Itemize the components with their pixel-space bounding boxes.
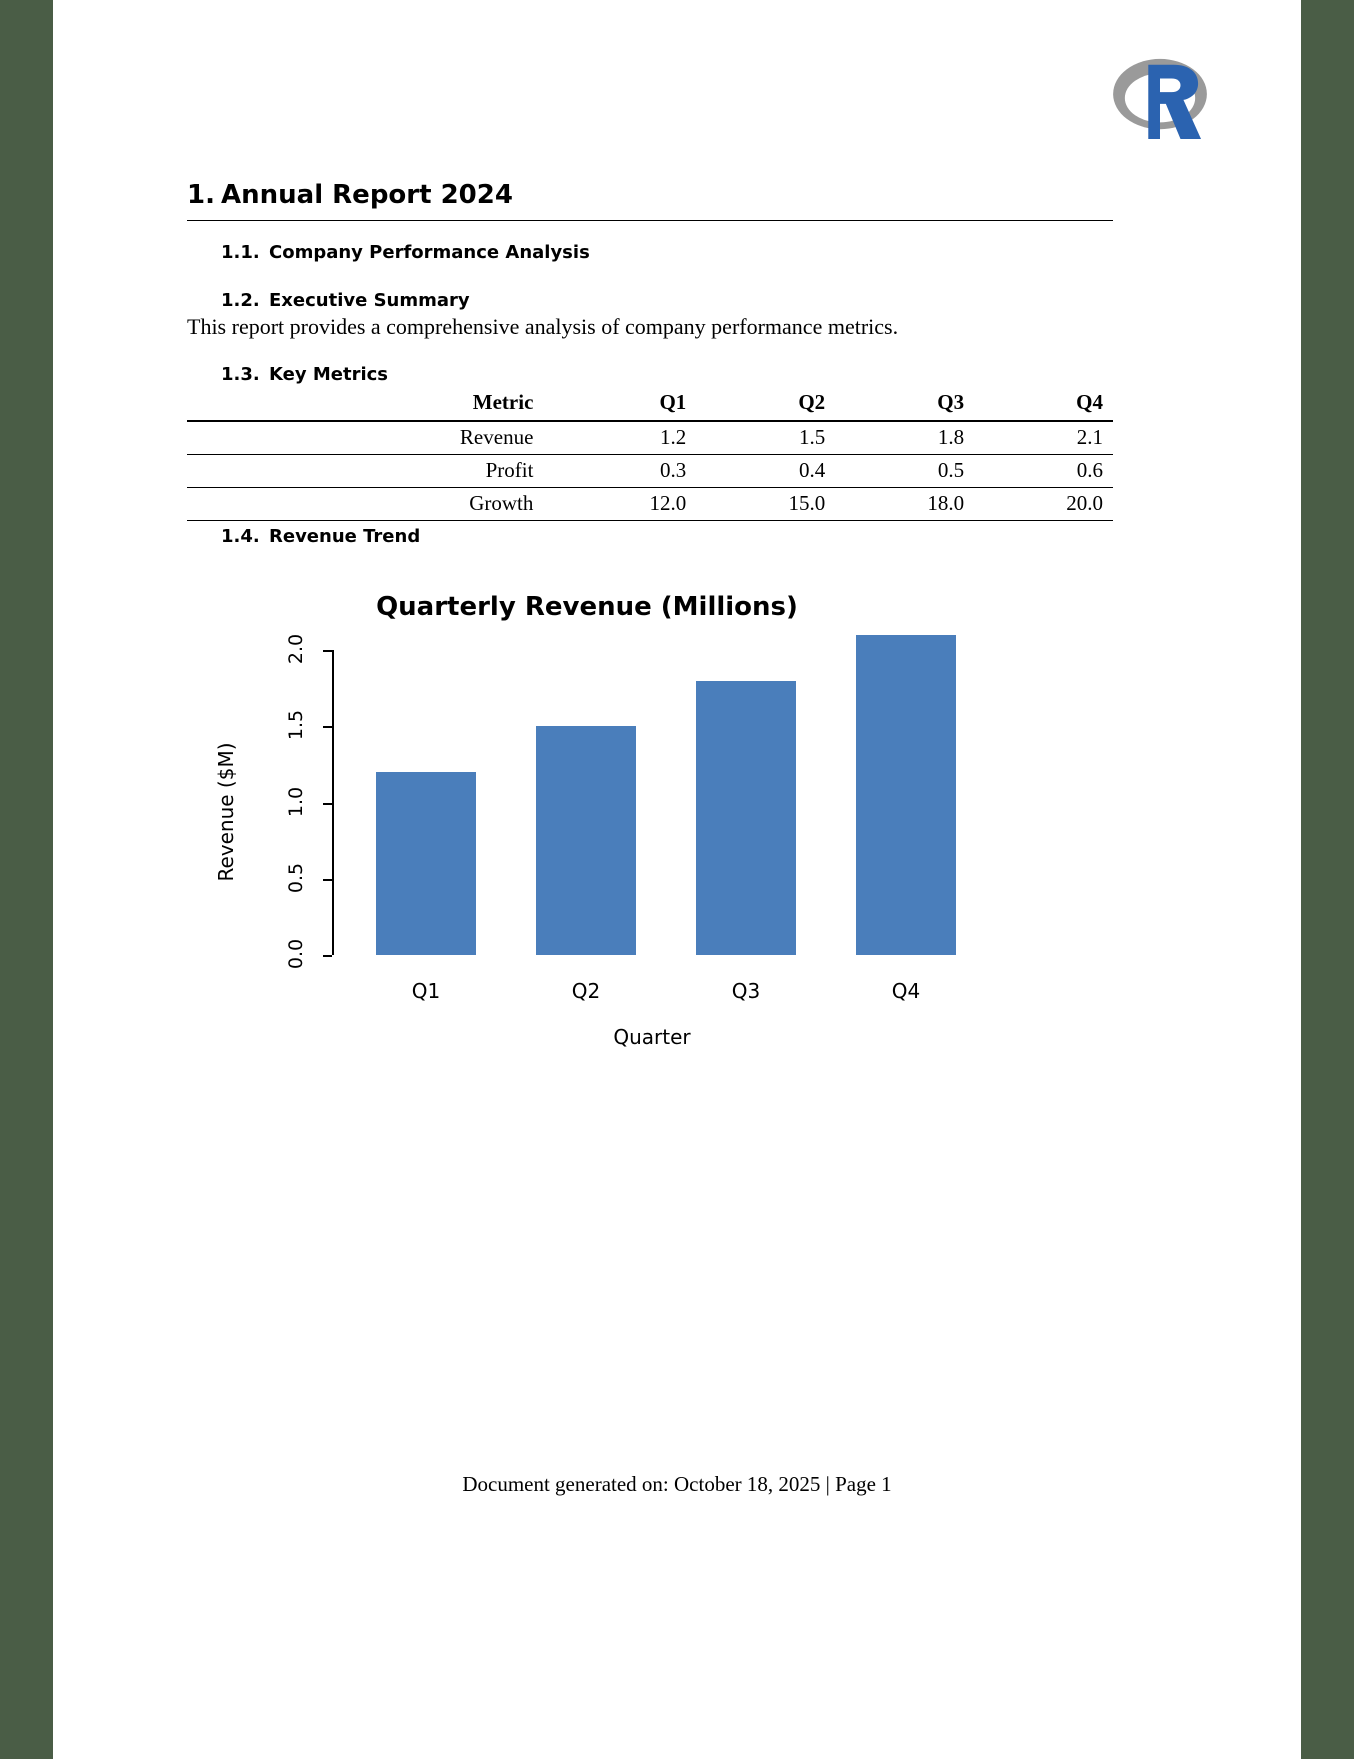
section-label: Company Performance Analysis bbox=[269, 242, 590, 263]
chart-title: Quarterly Revenue (Millions) bbox=[376, 592, 798, 622]
chart-y-tick-label: 0.0 bbox=[285, 938, 307, 970]
chart-y-axis bbox=[332, 650, 334, 955]
key-metrics-table bbox=[187, 387, 1113, 521]
chart-bar bbox=[856, 635, 955, 955]
section-number: 1.4. bbox=[221, 526, 260, 547]
chart-x-tick-label: Q3 bbox=[731, 979, 761, 1003]
table-header-q2: Q2 bbox=[696, 387, 835, 421]
cell-q3: 0.5 bbox=[835, 455, 974, 488]
chart-y-tick-label: 2.0 bbox=[285, 634, 307, 665]
cell-metric: Revenue bbox=[187, 421, 557, 455]
chart-x-axis-label: Quarter bbox=[613, 1025, 691, 1049]
table-header-q3: Q3 bbox=[835, 387, 974, 421]
chart-x-tick-label: Q4 bbox=[891, 979, 921, 1003]
r-language-logo-icon bbox=[1111, 55, 1209, 139]
page-title-number: 1. bbox=[187, 180, 215, 210]
chart-bar bbox=[696, 681, 795, 955]
chart-y-axis-label: Revenue ($M) bbox=[214, 742, 238, 882]
chart-x-tick-label: Q2 bbox=[571, 979, 601, 1003]
chart-bar bbox=[536, 726, 635, 955]
section-number: 1.1. bbox=[221, 242, 260, 263]
section-label: Key Metrics bbox=[269, 364, 388, 385]
section-label: Revenue Trend bbox=[269, 526, 421, 547]
chart-x-tick-label: Q1 bbox=[411, 979, 441, 1003]
page-footer: Document generated on: October 18, 2025 | Page 1 bbox=[462, 1472, 892, 1496]
cell-q4: 0.6 bbox=[974, 455, 1113, 488]
cell-q2: 0.4 bbox=[696, 455, 835, 488]
table-row bbox=[187, 421, 1113, 455]
section-heading-revenue-trend bbox=[221, 526, 420, 547]
page-content bbox=[53, 0, 1301, 1759]
section-number: 1.2. bbox=[221, 290, 260, 311]
cell-q1: 0.3 bbox=[557, 455, 696, 488]
cell-q1: 12.0 bbox=[557, 488, 696, 521]
chart-y-tick bbox=[323, 803, 332, 805]
document-page bbox=[53, 0, 1301, 1759]
chart-y-tick bbox=[323, 650, 332, 652]
cell-metric: Growth bbox=[187, 488, 557, 521]
section-heading-company-performance bbox=[221, 242, 590, 263]
cell-q3: 1.8 bbox=[835, 421, 974, 455]
cell-q4: 20.0 bbox=[974, 488, 1113, 521]
section-heading-key-metrics bbox=[221, 364, 388, 385]
summary-paragraph: This report provides a comprehensive analysis of company performance metrics. bbox=[187, 314, 899, 339]
page-title bbox=[187, 180, 1113, 221]
table-row bbox=[187, 488, 1113, 521]
revenue-bar-chart bbox=[187, 575, 1113, 1085]
cell-q4: 2.1 bbox=[974, 421, 1113, 455]
table-header-row bbox=[187, 387, 1113, 421]
cell-q2: 15.0 bbox=[696, 488, 835, 521]
table-row bbox=[187, 455, 1113, 488]
chart-y-tick-label: 1.0 bbox=[285, 786, 307, 817]
cell-q2: 1.5 bbox=[696, 421, 835, 455]
section-label: Executive Summary bbox=[269, 290, 470, 311]
table-header-q1: Q1 bbox=[557, 387, 696, 421]
section-heading-executive-summary bbox=[221, 290, 470, 311]
page-title-text: Annual Report 2024 bbox=[221, 180, 513, 210]
chart-bar bbox=[376, 772, 475, 955]
chart-y-tick bbox=[323, 955, 332, 957]
table-header-metric: Metric bbox=[187, 387, 557, 421]
chart-plot-region bbox=[285, 634, 972, 1003]
table-header-q4: Q4 bbox=[974, 387, 1113, 421]
cell-metric: Profit bbox=[187, 455, 557, 488]
chart-y-tick-label: 0.5 bbox=[285, 862, 307, 893]
chart-y-tick bbox=[323, 726, 332, 728]
section-number: 1.3. bbox=[221, 364, 260, 385]
cell-q3: 18.0 bbox=[835, 488, 974, 521]
cell-q1: 1.2 bbox=[557, 421, 696, 455]
chart-y-tick-label: 1.5 bbox=[285, 710, 307, 741]
chart-y-tick bbox=[323, 879, 332, 881]
